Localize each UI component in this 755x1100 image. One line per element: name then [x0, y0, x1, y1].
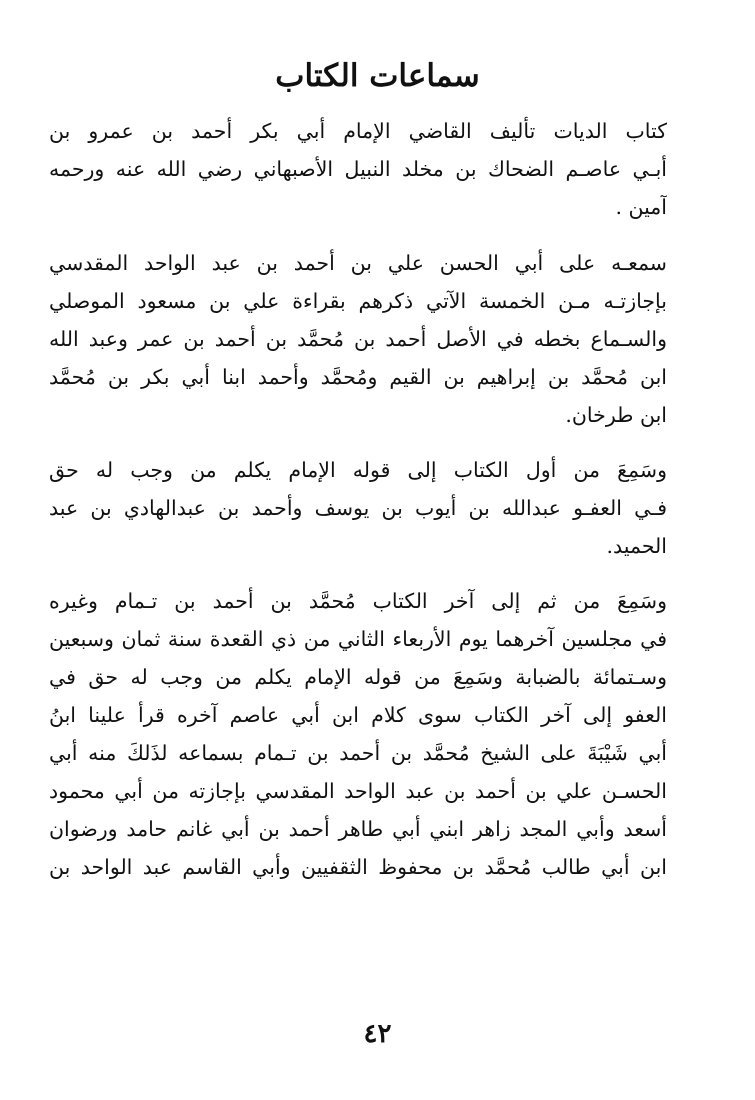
- text-line: ابن أبي طالب مُحمَّد بن محفوظ الثقفيين وأبي القاسم عبد الواحد بن: [49, 855, 667, 879]
- text-line: أبي شَيْبَةَ على الشيخ مُحمَّد بن أحمد بن تـمام بسماعه لذَلكَ منه أبي: [49, 741, 667, 765]
- paragraph-audition-third: [49, 582, 667, 886]
- text-line: آمين .: [615, 195, 667, 219]
- main-text: [49, 112, 667, 886]
- text-line: وسَمِعَ من ثم إلى آخر الكتاب مُحمَّد بن أحمد بن تـمام وغيره: [49, 589, 667, 613]
- text-line: وسـتمائة بالضبابة وسَمِعَ من قوله الإمام يكلم من وجب له حق في: [49, 665, 667, 689]
- text-line: سمعـه على أبي الحسن علي بن أحمد بن عبد الواحد المقدسي: [49, 251, 667, 275]
- text-line: فـي العفـو عبدالله بن أيوب بن يوسف وأحمد بن عبدالهادي بن عبد: [49, 496, 667, 520]
- paragraph-audition-first: [49, 244, 667, 434]
- text-line: بإجازتـه مـن الخمسة الآتي ذكرهم بقراءة علي بن مسعود الموصلي: [49, 289, 667, 313]
- text-line: الحسـن علي بن أحمد بن عبد الواحد المقدسي بإجازته من أبي محمود: [49, 779, 667, 803]
- text-line: الحميد.: [606, 534, 667, 558]
- text-line: وسَمِعَ من أول الكتاب إلى قوله الإمام يكلم من وجب له حق: [49, 458, 667, 482]
- text-line: ابن طرخان.: [565, 403, 667, 427]
- text-line: أسعد وأبي المجد زاهر ابني أبي طاهر أحمد بن أبي غانم حامد ورضوان: [49, 817, 667, 841]
- text-line: والسـماع بخطه في الأصل أحمد بن مُحمَّد بن أحمد بن عمر وعبد الله: [49, 327, 667, 351]
- page-title: سماعات الكتاب: [275, 58, 480, 94]
- text-line: العفو إلى آخر الكتاب سوى كلام ابن أبي عاصم آخره قرأ علينا ابنُ: [49, 703, 667, 727]
- text-line: ابن مُحمَّد بن إبراهيم بن القيم ومُحمَّد وأحمد ابنا أبي بكر بن مُحمَّد: [49, 365, 667, 389]
- text-line: كتاب الديات تأليف القاضي الإمام أبي بكر أحمد بن عمرو بن: [49, 119, 667, 143]
- paragraph-audition-second: [49, 451, 667, 565]
- paragraph-book-title: [49, 112, 667, 226]
- page-number: ٤٢: [363, 1019, 392, 1049]
- text-line: في مجلسين آخرهما يوم الأربعاء الثاني من ذي القعدة سنة ثمان وسبعين: [49, 627, 667, 651]
- text-line: أبـي عاصـم الضحاك بن مخلد النبيل الأصبهاني رضي الله عنه ورحمه: [49, 157, 667, 181]
